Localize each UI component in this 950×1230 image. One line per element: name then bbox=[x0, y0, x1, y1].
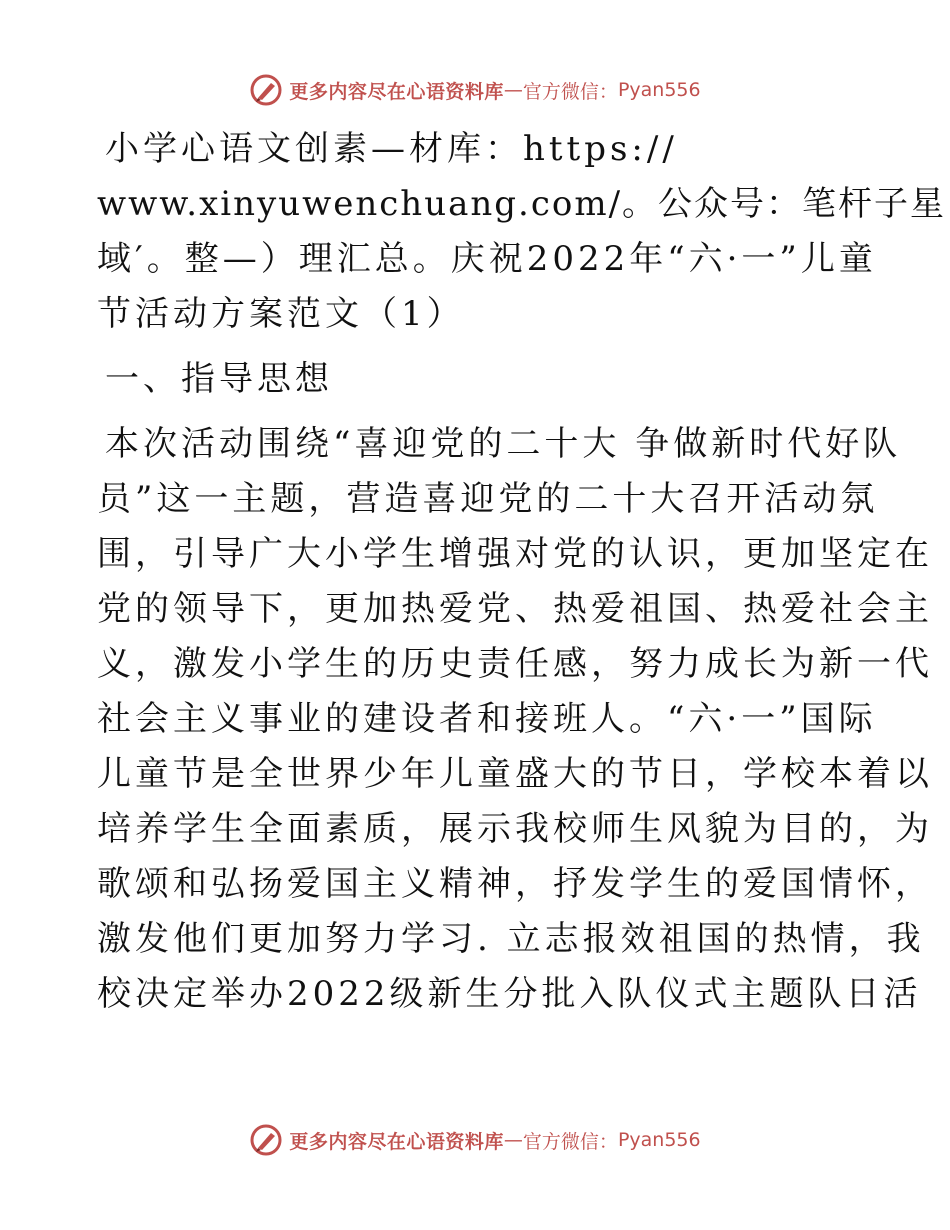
body-line: 围，引导广大小学生增强对党的认识，更加坚定在 bbox=[97, 534, 933, 574]
pen-logo-icon bbox=[249, 73, 283, 107]
watermark-text: 更多内容尽在心语资料库 bbox=[289, 80, 504, 103]
intro-line: 域′。整—）理汇总。庆祝2022年“六·一”儿童 bbox=[97, 239, 877, 279]
body-line: 义，激发小学生的历史责任感，努力成长为新一代 bbox=[97, 644, 933, 684]
footer-watermark bbox=[0, 1118, 950, 1162]
document-body bbox=[97, 122, 947, 1022]
body-line: 校决定举办2022级新生分批入队仪式主题队日活 bbox=[97, 974, 922, 1014]
watermark-account: Pyan556 bbox=[617, 1129, 701, 1151]
body-line: 员”这一主题，营造喜迎党的二十大召开活动氛 bbox=[97, 479, 879, 519]
body-line: 儿童节是全世界少年儿童盛大的节日，学校本着以 bbox=[97, 754, 933, 794]
intro-block bbox=[97, 122, 947, 342]
pen-logo-icon bbox=[249, 1123, 283, 1157]
body-line: 激发他们更加努力学习. 立志报效祖国的热情，我 bbox=[97, 919, 925, 959]
watermark-official-label: 官方微信： bbox=[522, 1130, 618, 1153]
watermark-account: Pyan556 bbox=[617, 79, 701, 101]
watermark-separator: — bbox=[503, 1129, 523, 1151]
intro-line: 小学心语文创素—材库：https:// bbox=[105, 129, 678, 169]
header-watermark bbox=[0, 68, 950, 112]
section-heading: 一、指导思想 bbox=[105, 359, 333, 399]
watermark-separator: — bbox=[503, 79, 523, 101]
watermark-text: 更多内容尽在心语资料库 bbox=[289, 1130, 504, 1153]
body-line: 党的领导下，更加热爱党、热爱祖国、热爱社会主 bbox=[97, 589, 933, 629]
intro-line: 节活动方案范文（1） bbox=[97, 294, 465, 334]
body-line: 本次活动围绕“喜迎党的二十大 争做新时代好队 bbox=[105, 424, 902, 464]
body-line: 培养学生全面素质，展示我校师生风貌为目的，为 bbox=[97, 809, 933, 849]
body-paragraph bbox=[97, 417, 933, 1022]
body-line: 社会主义事业的建设者和接班人。“六·一”国际 bbox=[97, 699, 877, 739]
watermark-official-label: 官方微信： bbox=[522, 80, 618, 103]
intro-line: www.xinyuwenchuang.com/。公众号：笔杆子星 bbox=[97, 184, 947, 224]
body-line: 歌颂和弘扬爱国主义精神，抒发学生的爱国情怀， bbox=[97, 864, 933, 904]
